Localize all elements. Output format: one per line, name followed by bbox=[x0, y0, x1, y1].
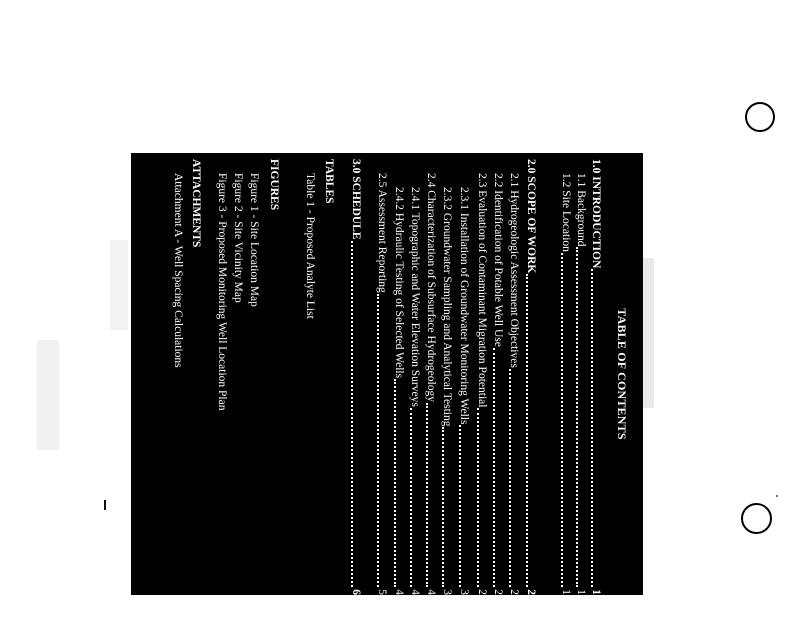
toc-entry-label: 2.2 Identification of Potable Well Use bbox=[492, 173, 504, 347]
bleed-through-mark bbox=[110, 240, 128, 330]
toc-entry-page: 1 bbox=[590, 589, 602, 595]
toc-leader bbox=[351, 241, 365, 588]
toc-entry-label: 2.4 Characterization of Subsurface Hydrogeology bbox=[425, 173, 437, 402]
toc-leader bbox=[394, 379, 408, 587]
stray-dot bbox=[776, 495, 778, 497]
figures-heading bbox=[266, 153, 281, 595]
attachments-heading bbox=[188, 153, 203, 595]
toc-entry-label: 2.4.2 Hydraulic Testing of Selected Wells bbox=[393, 187, 405, 379]
toc-entry bbox=[423, 153, 438, 595]
toc-entry-page: 2 bbox=[525, 589, 537, 595]
toc-entry-label: 1.2 Site Location bbox=[560, 173, 572, 252]
toc-entry-page: 3 bbox=[458, 589, 470, 595]
attachment-list-item-label: Attachment A - Well Spacing Calculations bbox=[172, 173, 184, 368]
toc-entry-label: 2.5 Assessment Reporting bbox=[376, 173, 388, 293]
toc-entry-page: 4 bbox=[393, 589, 405, 595]
toc-entry-page: 3 bbox=[441, 589, 453, 595]
toc-entry bbox=[348, 153, 363, 595]
toc-entry-page: 4 bbox=[425, 589, 437, 595]
table-of-contents-panel bbox=[131, 153, 643, 595]
toc-leader bbox=[493, 348, 507, 587]
toc-entry bbox=[374, 153, 389, 595]
tables-heading bbox=[321, 153, 336, 595]
toc-entry bbox=[439, 153, 454, 595]
attachment-list-item bbox=[170, 153, 185, 595]
toc-leader bbox=[591, 269, 605, 587]
tables-heading-label: TABLES bbox=[323, 159, 335, 204]
toc-entry-page: 1 bbox=[560, 589, 572, 595]
figure-list-item bbox=[230, 153, 245, 595]
toc-entry-page: 1 bbox=[575, 589, 587, 595]
table-list-item-label: Table 1 - Proposed Analyte List bbox=[304, 173, 316, 319]
toc-entry-label: 2.0 SCOPE OF WORK bbox=[525, 159, 537, 274]
table-list-item bbox=[302, 153, 317, 595]
toc-title: TABLE OF CONTENTS bbox=[615, 308, 629, 440]
toc-leader bbox=[442, 427, 456, 587]
bleed-through-mark bbox=[37, 340, 59, 450]
toc-entry-page: 2 bbox=[492, 589, 504, 595]
toc-leader bbox=[459, 425, 473, 587]
punch-hole-top bbox=[745, 102, 775, 132]
toc-entry bbox=[407, 153, 422, 595]
toc-entry-label: 2.3 Evaluation of Contaminant Migration Potential bbox=[476, 173, 488, 408]
figures-heading-label: FIGURES bbox=[268, 159, 280, 211]
toc-entry-page: 6 bbox=[350, 589, 362, 595]
figure-list-item-label: Figure 1 - Site Location Map bbox=[248, 173, 260, 307]
toc-leader bbox=[477, 408, 491, 587]
toc-leader bbox=[410, 408, 424, 587]
figure-list-item bbox=[246, 153, 261, 595]
attachments-heading-label: ATTACHMENTS bbox=[190, 159, 202, 248]
toc-entry bbox=[588, 153, 603, 595]
toc-entry-label: 2.1 Hydrogeologic Assessment Objectives bbox=[508, 173, 520, 368]
toc-leader bbox=[509, 369, 523, 587]
toc-entry bbox=[391, 153, 406, 595]
toc-entry bbox=[558, 153, 573, 595]
toc-leader bbox=[576, 247, 590, 587]
toc-entry-label: 2.3.2 Groundwater Sampling and Analytical Testing bbox=[441, 187, 453, 427]
toc-entry-label: 1.0 INTRODUCTION bbox=[590, 159, 602, 269]
toc-entry bbox=[456, 153, 471, 595]
toc-leader bbox=[426, 403, 440, 587]
toc-entry-page: 2 bbox=[476, 589, 488, 595]
toc-entry-page: 2 bbox=[508, 589, 520, 595]
toc-entry bbox=[474, 153, 489, 595]
figure-list-item bbox=[214, 153, 229, 595]
toc-entry-label: 1.1 Background bbox=[575, 173, 587, 247]
toc-entry-page: 5 bbox=[376, 589, 388, 595]
toc-entry-page: 4 bbox=[409, 589, 421, 595]
toc-leader bbox=[526, 274, 540, 587]
toc-leader bbox=[561, 253, 575, 587]
toc-entry bbox=[506, 153, 521, 595]
toc-entry bbox=[573, 153, 588, 595]
figure-list-item-label: Figure 3 - Proposed Monitoring Well Location Plan bbox=[216, 173, 228, 411]
toc-entry-label: 2.3.1 Installation of Groundwater Monitoring Wells bbox=[458, 187, 470, 425]
table-of-contents bbox=[131, 153, 643, 595]
toc-entry bbox=[523, 153, 538, 595]
stray-mark bbox=[104, 500, 106, 510]
punch-hole-bottom bbox=[741, 503, 772, 534]
toc-entry-label: 3.0 SCHEDULE bbox=[350, 159, 362, 240]
figure-list-item-label: Figure 2 - Site Vicinity Map bbox=[232, 173, 244, 303]
toc-leader bbox=[377, 294, 391, 587]
toc-entry-label: 2.4.1 Topographic and Water Elevation Surveys bbox=[409, 187, 421, 407]
toc-entry bbox=[490, 153, 505, 595]
